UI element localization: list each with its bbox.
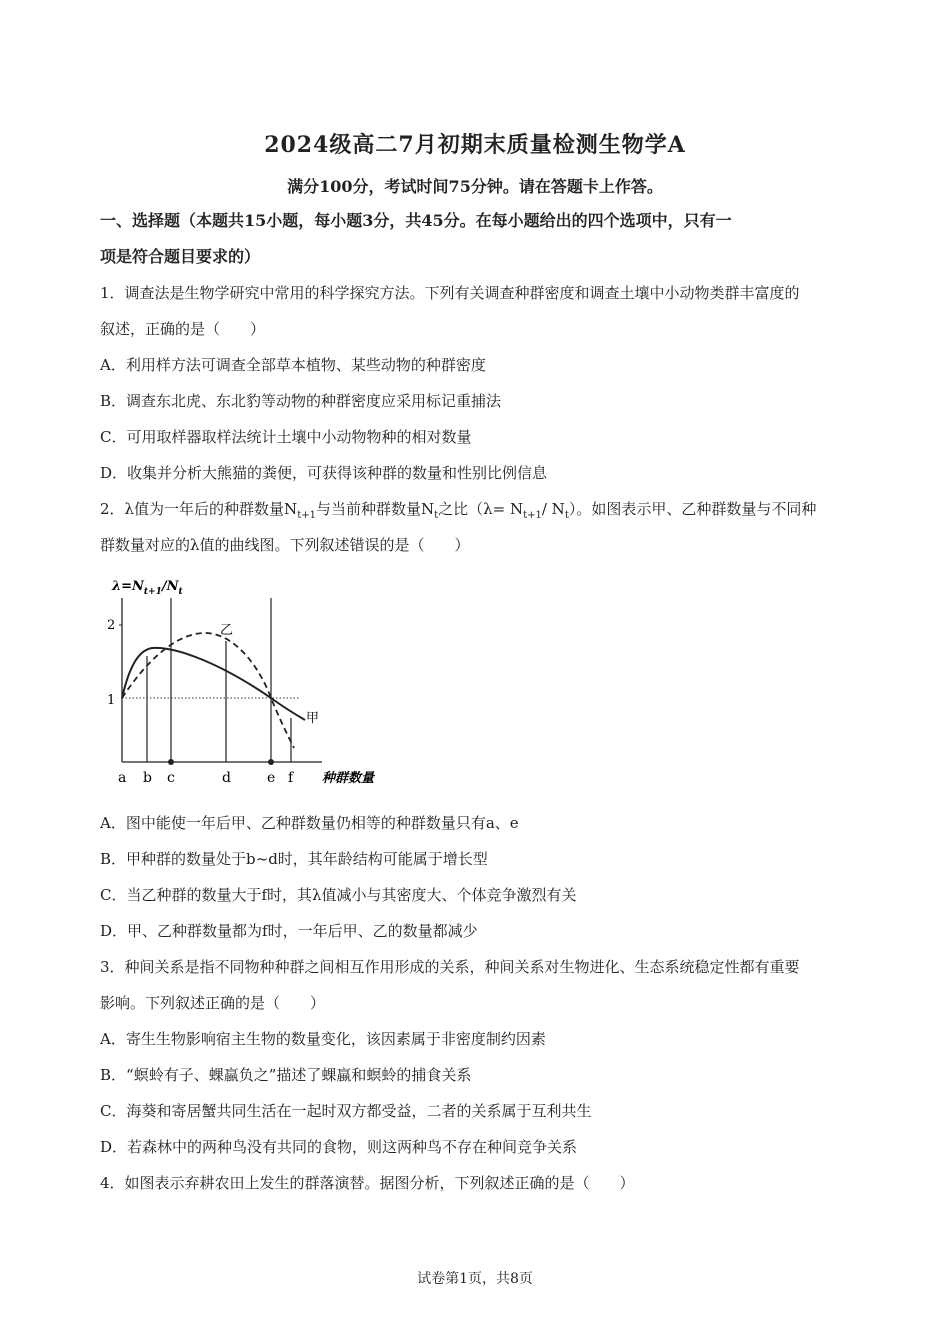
x-tick-b: b xyxy=(143,770,152,786)
curve-jia xyxy=(122,648,305,720)
section-heading-line1: 一、选择题（本题共15小题，每小题3分，共45分。在每小题给出的四个选项中，只有一 xyxy=(100,211,732,230)
y-axis-label xyxy=(111,579,184,597)
q4-stem-line1: 4．如图表示弃耕农田上发生的群落演替。据图分析，下列叙述正确的是（ ） xyxy=(100,1174,635,1192)
exam-subtitle: 满分100分，考试时间75分钟。请在答题卡上作答。 xyxy=(287,177,663,196)
page-footer: 试卷第1页，共8页 xyxy=(417,1271,533,1287)
point-c xyxy=(168,759,174,765)
y-tick-1: 1 xyxy=(107,693,116,708)
x-tick-e: e xyxy=(267,770,276,786)
q2-stem-line2: 群数量对应的λ值的曲线图。下列叙述错误的是（ ） xyxy=(100,536,470,554)
q2-option-d: D．甲、乙种群数量都为f时，一年后甲、乙的数量都减少 xyxy=(100,922,478,940)
q1-option-d: D．收集并分析大熊猫的粪便，可获得该种群的数量和性别比例信息 xyxy=(100,464,548,482)
x-tick-c: c xyxy=(167,770,175,786)
q3-stem-line1: 3．种间关系是指不同物种种群之间相互作用形成的关系，种间关系对生物进化、生态系统稳定性都有重要 xyxy=(100,958,800,976)
y-axis-label-sub2: t xyxy=(178,587,183,597)
q2-stem-sub4: t xyxy=(564,510,569,521)
q3-option-b: B．“螟蛉有子、蜾蠃负之”描述了蜾蠃和螟蛉的捕食关系 xyxy=(100,1066,472,1084)
x-axis-label: 种群数量 xyxy=(322,771,375,786)
q2-stem-sub1: t+1 xyxy=(297,510,316,521)
q2-option-c: C．当乙种群的数量大于f时，其λ值减小与其密度大、个体竞争激烈有关 xyxy=(100,886,577,904)
q2-option-b: B．甲种群的数量处于b~d时，其年龄结构可能属于增长型 xyxy=(100,850,488,868)
y-tick-2: 2 xyxy=(107,618,116,633)
q3-option-a: A．寄生生物影响宿主生物的数量变化，该因素属于非密度制约因素 xyxy=(100,1030,546,1048)
q2-stem-part2: 与当前种群数量N xyxy=(315,500,435,518)
y-axis-label-tail: /N xyxy=(161,579,179,594)
q3-stem-line2: 影响。下列叙述正确的是（ ） xyxy=(100,994,326,1012)
exam-title: 2024级高二7月初期末质量检测生物学A xyxy=(264,132,686,158)
q2-stem-part4: / N xyxy=(541,500,565,518)
q3-option-c: C．海葵和寄居蟹共同生活在一起时双方都受益，二者的关系属于互利共生 xyxy=(100,1102,592,1120)
q2-stem-part5: ）。如图表示甲、乙种群数量与不同种 xyxy=(568,500,817,518)
q1-option-c: C．可用取样器取样法统计土壤中小动物物种的相对数量 xyxy=(100,428,472,446)
x-tick-d: d xyxy=(222,770,231,786)
lambda-curve-figure xyxy=(100,568,400,793)
q1-stem-line2: 叙述，正确的是（ ） xyxy=(100,320,266,338)
q2-option-a: A．图中能使一年后甲、乙种群数量仍相等的种群数量只有a、e xyxy=(100,814,519,832)
q1-option-b: B．调查东北虎、东北豹等动物的种群密度应采用标记重捕法 xyxy=(100,392,502,410)
curve-yi-label: 乙 xyxy=(220,623,234,638)
q2-stem-part3: 之比（λ= N xyxy=(438,500,524,518)
q3-option-d: D．若森林中的两种鸟没有共同的食物，则这两种鸟不存在种间竞争关系 xyxy=(100,1138,578,1156)
q1-option-a: A．利用样方法可调查全部草本植物、某些动物的种群密度 xyxy=(100,356,486,374)
q2-stem-line1 xyxy=(100,498,816,521)
q2-stem-sub2: t xyxy=(434,510,439,521)
y-axis-label-sub: t+1 xyxy=(143,587,162,597)
point-e xyxy=(268,759,274,765)
x-tick-a: a xyxy=(118,770,127,786)
q1-stem-line1: 1．调查法是生物学研究中常用的科学探究方法。下列有关调查种群密度和调查土壤中小动物类群丰富度的 xyxy=(100,284,800,302)
y-axis-label-main: λ=N xyxy=(112,579,144,594)
curve-jia-label: 甲 xyxy=(306,711,320,726)
x-tick-f: f xyxy=(288,770,294,786)
q2-stem-part1: 2．λ值为一年后的种群数量N xyxy=(100,500,298,518)
q2-stem-sub3: t+1 xyxy=(523,510,542,521)
section-heading-line2: 项是符合题目要求的） xyxy=(100,247,261,266)
